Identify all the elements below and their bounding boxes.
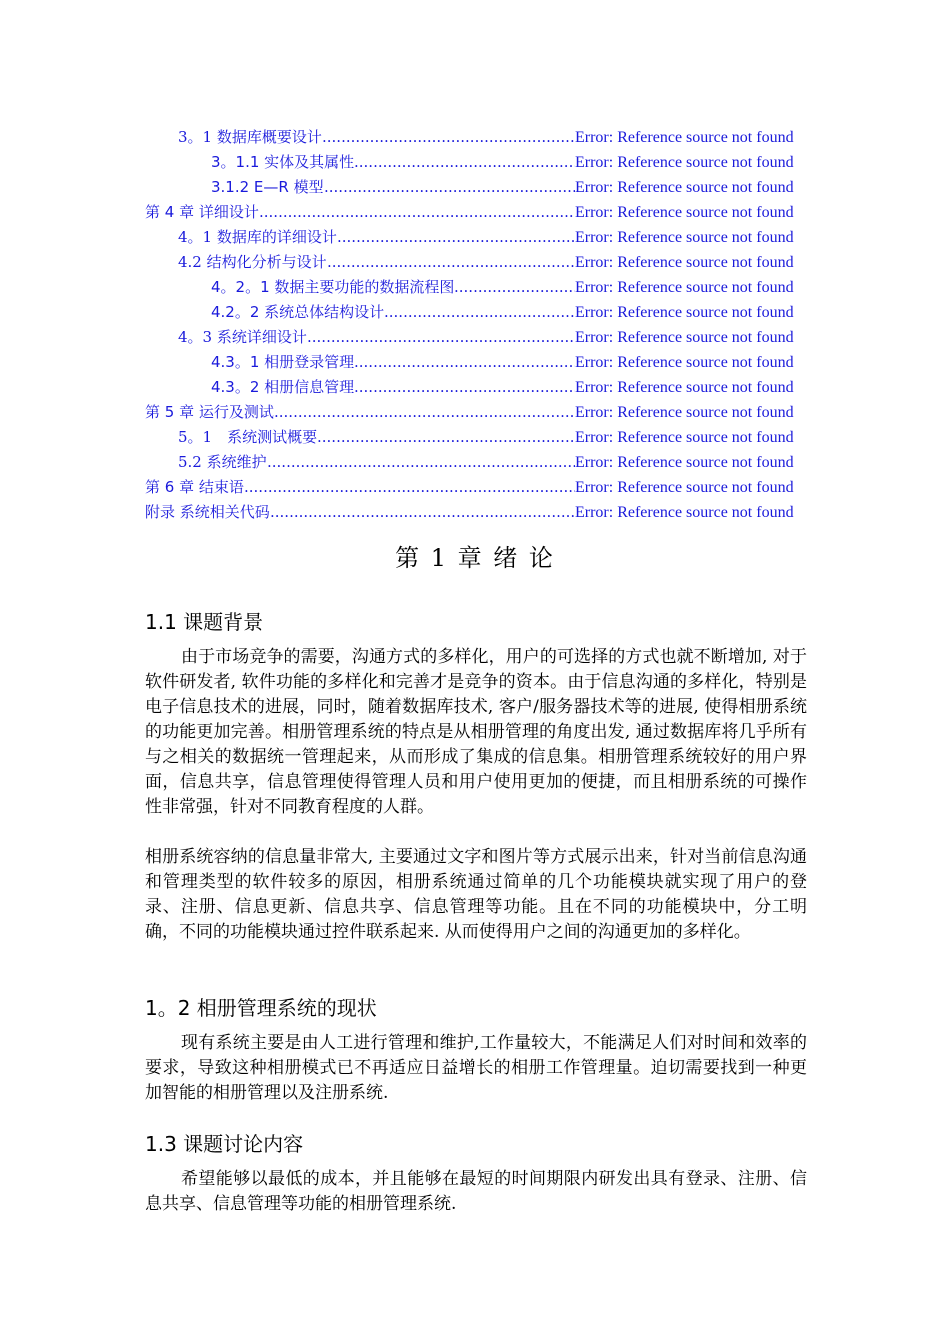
toc-entry-ref: Error: Reference source not found — [575, 404, 794, 421]
toc-entry-label: 第 4 章 详细设计 — [145, 203, 259, 221]
toc-entry[interactable] — [145, 375, 805, 400]
toc-entry-ref: Error: Reference source not found — [575, 304, 794, 321]
toc-entry-label: 5.2 系统维护 — [178, 453, 267, 471]
toc-entry-ref: Error: Reference source not found — [575, 229, 794, 246]
toc-entry[interactable] — [145, 300, 805, 325]
toc-dot-leader — [454, 275, 575, 300]
toc-entry-ref: Error: Reference source not found — [575, 129, 794, 146]
section-heading: 1。2 相册管理系统的现状 — [145, 996, 377, 1020]
toc-entry-label: 3。1.1 实体及其属性 — [211, 153, 355, 171]
toc-entry[interactable] — [145, 400, 805, 425]
toc-dot-leader — [259, 200, 575, 225]
toc-dot-leader — [337, 225, 575, 250]
toc-entry[interactable] — [145, 250, 805, 275]
section-heading: 1.3 课题讨论内容 — [145, 1132, 304, 1156]
toc-entry-ref: Error: Reference source not found — [575, 429, 794, 446]
toc-entry-ref: Error: Reference source not found — [575, 329, 794, 346]
toc-entry-label: 3.1.2 E—R 模型 — [211, 178, 324, 196]
toc-entry-label: 附录 系统相关代码 — [145, 503, 270, 521]
body-paragraph: 现有系统主要是由人工进行管理和维护,工作量较大，不能满足人们对时间和效率的要求，导致这种相册模式已不再适应日益增长的相册工作管理量。迫切需要找到一种更加智能的相册管理以及注册系统. — [145, 1033, 807, 1103]
toc-dot-leader — [327, 250, 575, 275]
toc-entry-ref: Error: Reference source not found — [575, 354, 794, 371]
toc-dot-leader — [317, 425, 575, 450]
table-of-contents — [145, 125, 805, 525]
toc-entry-label: 4。3 系统详细设计 — [178, 328, 307, 346]
toc-entry[interactable] — [145, 350, 805, 375]
toc-entry-ref: Error: Reference source not found — [575, 504, 794, 521]
toc-entry-label: 第 5 章 运行及测试 — [145, 403, 274, 421]
toc-entry[interactable] — [145, 450, 805, 475]
toc-entry[interactable] — [145, 500, 805, 525]
toc-entry-ref: Error: Reference source not found — [575, 179, 794, 196]
toc-entry-ref: Error: Reference source not found — [575, 379, 794, 396]
toc-entry-label: 4。2。1 数据主要功能的数据流程图 — [211, 278, 455, 296]
toc-entry-label: 3。1 数据库概要设计 — [178, 128, 322, 146]
toc-entry[interactable] — [145, 425, 805, 450]
toc-entry[interactable] — [145, 150, 805, 175]
toc-dot-leader — [307, 325, 575, 350]
toc-dot-leader — [354, 375, 575, 400]
toc-dot-leader — [274, 400, 575, 425]
toc-dot-leader — [384, 300, 575, 325]
toc-entry-label: 4.3。1 相册登录管理 — [211, 353, 355, 371]
toc-entry-label: 4.2。2 系统总体结构设计 — [211, 303, 385, 321]
toc-entry[interactable] — [145, 125, 805, 150]
toc-entry-ref: Error: Reference source not found — [575, 279, 794, 296]
toc-entry[interactable] — [145, 325, 805, 350]
toc-entry-label: 5。1 系统测试概要 — [178, 428, 318, 446]
toc-entry-ref: Error: Reference source not found — [575, 454, 794, 471]
toc-entry[interactable] — [145, 275, 805, 300]
toc-entry-ref: Error: Reference source not found — [575, 204, 794, 221]
toc-entry-ref: Error: Reference source not found — [575, 479, 794, 496]
toc-dot-leader — [322, 125, 575, 150]
toc-dot-leader — [324, 175, 575, 200]
toc-entry[interactable] — [145, 475, 805, 500]
toc-entry[interactable] — [145, 175, 805, 200]
section-heading: 1.1 课题背景 — [145, 610, 264, 634]
body-paragraph: 希望能够以最低的成本，并且能够在最短的时间期限内研发出具有登录、注册、信息共享、信息管理等功能的相册管理系统. — [145, 1169, 807, 1214]
toc-entry[interactable] — [145, 225, 805, 250]
toc-entry-label: 第 6 章 结束语 — [145, 478, 244, 496]
toc-dot-leader — [270, 500, 575, 525]
toc-dot-leader — [267, 450, 575, 475]
toc-dot-leader — [244, 475, 575, 500]
toc-entry-ref: Error: Reference source not found — [575, 154, 794, 171]
toc-entry-label: 4.2 结构化分析与设计 — [178, 253, 327, 271]
toc-entry-ref: Error: Reference source not found — [575, 254, 794, 271]
body-paragraph: 相册系统容纳的信息量非常大, 主要通过文字和图片等方式展示出来，针对当前信息沟通和管理类型的软件较多的原因，相册系统通过简单的几个功能模块就实现了用户的登录、注册、信息更新、信息共享、信息管理等功能。且在不同的功能模块中，分工明确，不同的功能模块通过控件联系起来. 从而使得用户之间的沟通更加的多样化。 — [145, 847, 807, 942]
toc-dot-leader — [354, 350, 575, 375]
toc-entry-label: 4.3。2 相册信息管理 — [211, 378, 355, 396]
chapter-title: 第 1 章 绪 论 — [395, 544, 555, 572]
toc-dot-leader — [354, 150, 575, 175]
body-paragraph: 由于市场竞争的需要，沟通方式的多样化，用户的可选择的方式也就不断增加, 对于软件研发者, 软件功能的多样化和完善才是竞争的资本。由于信息沟通的多样化，特别是电子信息技术的进展，同时，随着数据库技术, 客户/服务器技术等的进展, 使得相册系统的功能更加完善。相册管理系统的特点是从相册管理的角度出发, 通过数据库将几乎所有与之相关的数据统一管理起来，从而形成了集成的信息集。相册管理系统较好的用户界面，信息共享，信息管理使得管理人员和用户使用更加的便捷，而且相册系统的可操作性非常强，针对不同教育程度的人群。 — [145, 647, 807, 817]
toc-entry-label: 4。1 数据库的详细设计 — [178, 228, 337, 246]
toc-entry[interactable] — [145, 200, 805, 225]
